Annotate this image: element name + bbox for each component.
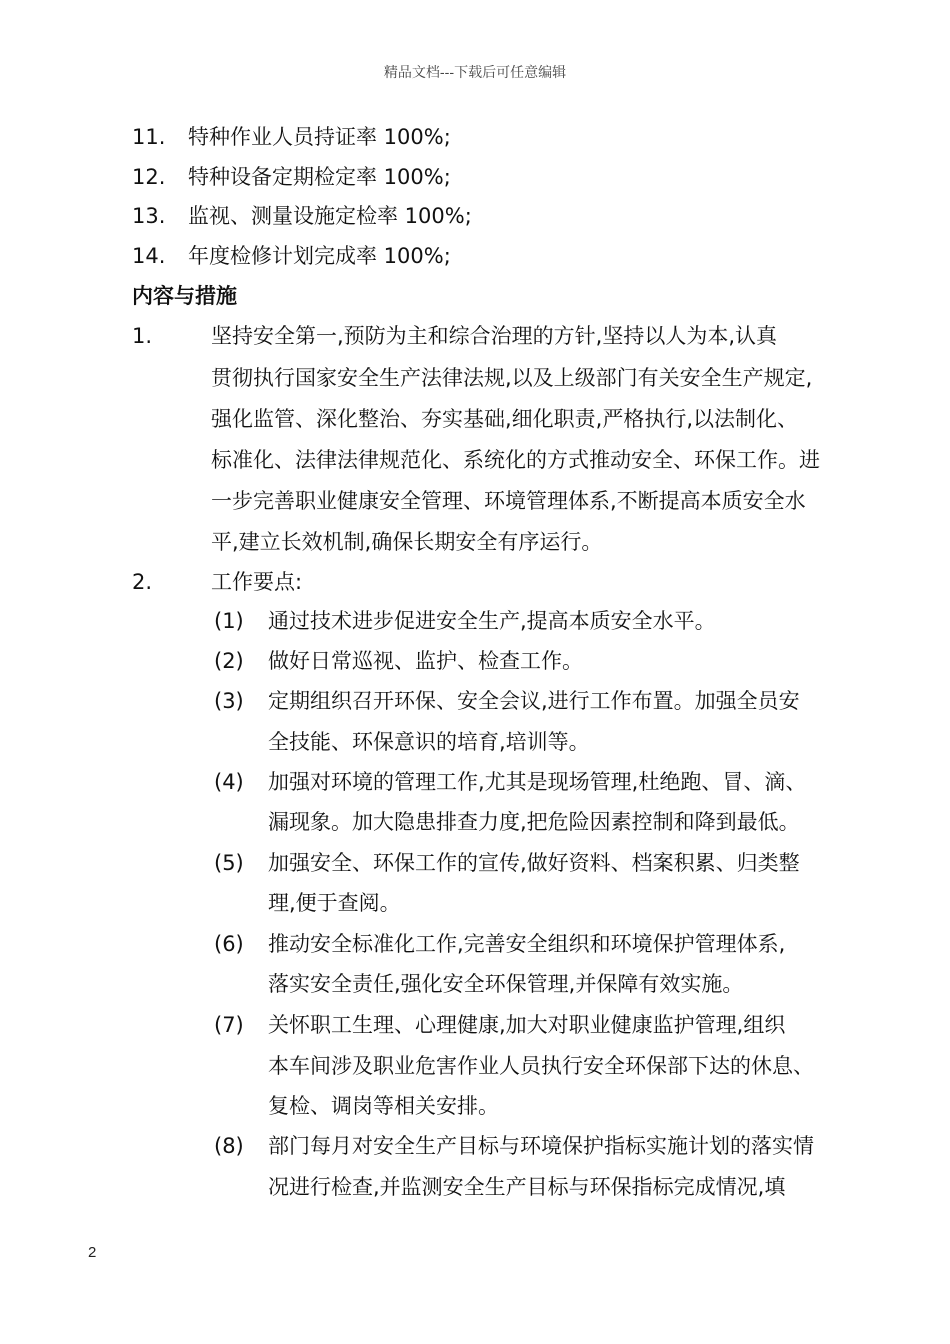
point-line: 加强安全、环保工作的宣传,做好资料、档案积累、归类整 xyxy=(268,851,800,875)
item1-line: 坚持安全第一,预防为主和综合治理的方针,坚持以人为本,认真 xyxy=(211,324,778,348)
target-text: 年度检修计划完成率 100%; xyxy=(188,244,451,268)
point-line: 通过技术进步促进安全生产,提高本质安全水平。 xyxy=(268,609,716,633)
point-number: (8) xyxy=(214,1134,244,1158)
point-number: (6) xyxy=(214,932,244,956)
point-line: 关怀职工生理、心理健康,加大对职业健康监护管理,组织 xyxy=(268,1013,786,1037)
point-number: (3) xyxy=(214,689,244,713)
item-number: 1. xyxy=(132,324,153,348)
target-number: 14. xyxy=(132,244,166,268)
point-line: 漏现象。加大隐患排查力度,把危险因素控制和降到最低。 xyxy=(268,810,800,834)
point-line: 部门每月对安全生产目标与环境保护指标实施计划的落实情 xyxy=(268,1134,814,1158)
item1-line: 强化监管、深化整治、夯实基础,细化职责,严格执行,以法制化、 xyxy=(211,407,799,431)
point-line: 做好日常巡视、监护、检查工作。 xyxy=(268,649,583,673)
point-number: (1) xyxy=(214,609,244,633)
page-header: 精品文档---下载后可任意编辑 xyxy=(383,65,567,81)
target-number: 12. xyxy=(132,165,166,189)
point-number: (2) xyxy=(214,649,244,673)
target-number: 11. xyxy=(132,125,166,149)
point-line: 全技能、环保意识的培育,培训等。 xyxy=(268,730,590,754)
item-number: 2. xyxy=(132,570,153,594)
target-text: 特种作业人员持证率 100%; xyxy=(188,125,451,149)
point-line: 推动安全标准化工作,完善安全组织和环境保护管理体系, xyxy=(268,932,786,956)
item1-line: 一步完善职业健康安全管理、环境管理体系,不断提高本质安全水 xyxy=(211,489,806,513)
item2-title: 工作要点: xyxy=(211,570,303,594)
item1-line: 贯彻执行国家安全生产法律法规,以及上级部门有关安全生产规定, xyxy=(211,366,813,390)
point-line: 理,便于查阅。 xyxy=(268,891,401,915)
point-line: 复检、调岗等相关安排。 xyxy=(268,1094,499,1118)
page-number: 2 xyxy=(88,1244,97,1261)
point-line: 本车间涉及职业危害作业人员执行安全环保部下达的休息、 xyxy=(268,1054,814,1078)
point-number: (4) xyxy=(214,770,244,794)
point-number: (7) xyxy=(214,1013,244,1037)
point-number: (5) xyxy=(214,851,244,875)
target-text: 特种设备定期检定率 100%; xyxy=(188,165,451,189)
point-line: 加强对环境的管理工作,尤其是现场管理,杜绝跑、冒、滴、 xyxy=(268,770,807,794)
section-heading: 内容与措施 xyxy=(132,284,237,308)
target-text: 监视、测量设施定检率 100%; xyxy=(188,204,472,228)
item1-line: 标准化、法律法律规范化、系统化的方式推动安全、环保工作。进 xyxy=(211,448,820,472)
target-number: 13. xyxy=(132,204,166,228)
point-line: 况进行检查,并监测安全生产目标与环保指标完成情况,填 xyxy=(268,1175,786,1199)
point-line: 定期组织召开环保、安全会议,进行工作布置。加强全员安 xyxy=(268,689,800,713)
point-line: 落实安全责任,强化安全环保管理,并保障有效实施。 xyxy=(268,972,744,996)
item1-line: 平,建立长效机制,确保长期安全有序运行。 xyxy=(211,530,603,554)
